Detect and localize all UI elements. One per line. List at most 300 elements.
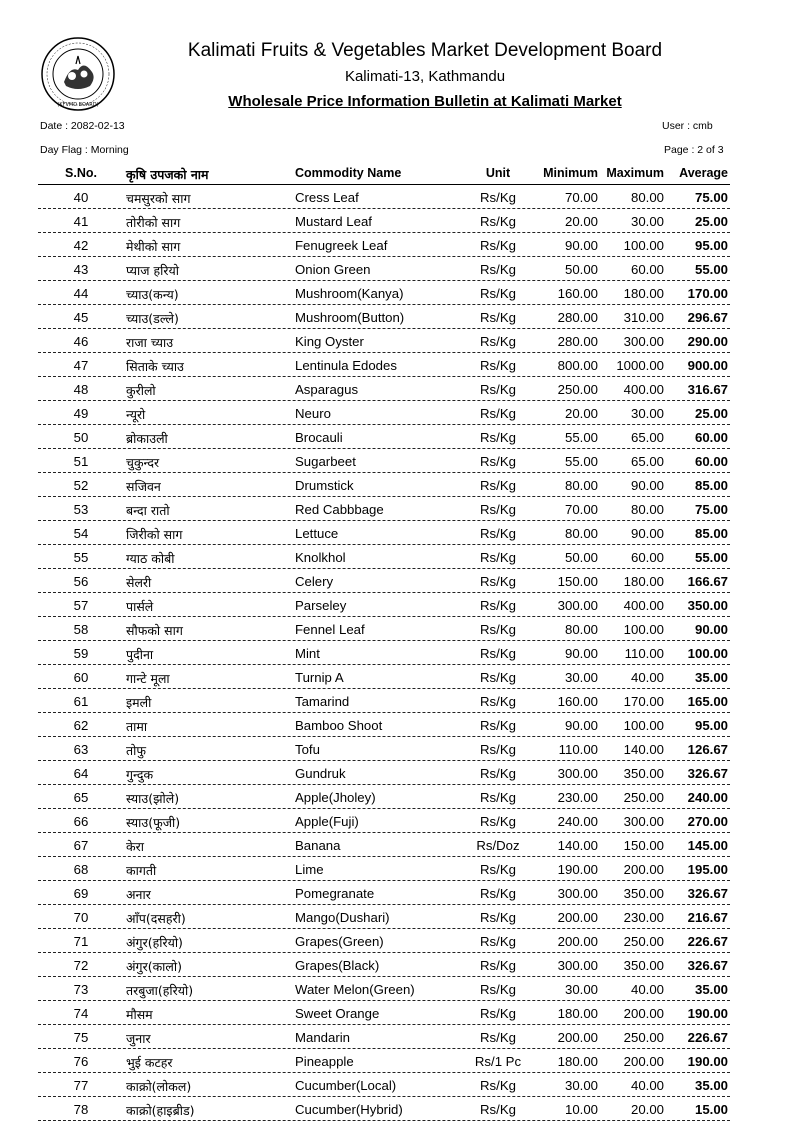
cell-unit: Rs/Kg <box>480 214 516 229</box>
cell-nepali-name: बन्दा रातो <box>126 503 170 518</box>
cell-unit: Rs/Kg <box>480 526 516 541</box>
cell-average: 85.00 <box>694 478 728 493</box>
cell-average: 60.00 <box>694 454 728 469</box>
cell-minimum: 55.00 <box>564 430 598 445</box>
cell-sno: 65 <box>73 790 89 805</box>
cell-commodity: Turnip A <box>295 670 344 685</box>
cell-maximum: 1000.00 <box>616 358 664 373</box>
cell-nepali-name: च्याउ(कन्य) <box>126 287 179 302</box>
table-row <box>38 233 730 257</box>
cell-unit: Rs/Kg <box>480 382 516 397</box>
cell-sno: 62 <box>73 718 89 733</box>
cell-average: 55.00 <box>694 550 728 565</box>
cell-minimum: 200.00 <box>557 910 598 925</box>
table-row <box>38 881 730 905</box>
cell-commodity: Mustard Leaf <box>295 214 372 229</box>
cell-unit: Rs/Kg <box>480 862 516 877</box>
cell-commodity: Tofu <box>295 742 320 757</box>
table-row <box>38 1049 730 1073</box>
cell-sno: 60 <box>73 670 89 685</box>
cell-average: 290.00 <box>687 334 728 349</box>
cell-sno: 61 <box>73 694 89 709</box>
cell-minimum: 90.00 <box>564 718 598 733</box>
cell-sno: 41 <box>73 214 89 229</box>
cell-sno: 42 <box>73 238 89 253</box>
cell-maximum: 310.00 <box>623 310 664 325</box>
cell-average: 35.00 <box>694 982 728 997</box>
cell-average: 95.00 <box>694 718 728 733</box>
cell-minimum: 150.00 <box>557 574 598 589</box>
cell-minimum: 250.00 <box>557 382 598 397</box>
bulletin-title: Wholesale Price Information Bulletin at Kalimati Market <box>228 93 622 110</box>
cell-unit: Rs/Kg <box>480 190 516 205</box>
cell-commodity: Cucumber(Local) <box>295 1078 397 1093</box>
cell-unit: Rs/1 Pc <box>474 1054 522 1069</box>
cell-commodity: Neuro <box>295 406 331 421</box>
cell-unit: Rs/Kg <box>480 406 516 421</box>
cell-minimum: 190.00 <box>557 862 598 877</box>
cell-unit: Rs/Kg <box>480 766 516 781</box>
cell-sno: 63 <box>73 742 89 757</box>
cell-sno: 73 <box>73 982 89 997</box>
cell-average: 326.67 <box>687 958 728 973</box>
board-title: Kalimati Fruits & Vegetables Market Development Board <box>187 40 663 61</box>
cell-unit: Rs/Kg <box>480 334 516 349</box>
cell-sno: 59 <box>73 646 89 661</box>
cell-average: 126.67 <box>687 742 728 757</box>
cell-maximum: 65.00 <box>630 454 664 469</box>
cell-sno: 74 <box>73 1006 89 1021</box>
cell-maximum: 40.00 <box>630 670 664 685</box>
cell-maximum: 110.00 <box>624 646 664 661</box>
table-row <box>38 473 730 497</box>
cell-unit: Rs/Kg <box>480 286 516 301</box>
cell-sno: 55 <box>73 550 89 565</box>
table-row <box>38 521 730 545</box>
cell-average: 35.00 <box>694 670 728 685</box>
cell-sno: 51 <box>73 454 89 469</box>
table-row <box>38 449 730 473</box>
cell-unit: Rs/Kg <box>480 982 516 997</box>
cell-maximum: 65.00 <box>630 430 664 445</box>
cell-commodity: Asparagus <box>295 382 359 397</box>
cell-commodity: Fenugreek Leaf <box>295 238 388 253</box>
cell-nepali-name: च्याउ(डल्ले) <box>126 311 179 326</box>
cell-minimum: 50.00 <box>564 262 598 277</box>
cell-maximum: 350.00 <box>623 958 664 973</box>
cell-sno: 68 <box>73 862 89 877</box>
day-flag: Day Flag : Morning <box>40 144 129 156</box>
cell-unit: Rs/Kg <box>480 574 516 589</box>
price-table <box>38 162 730 1121</box>
cell-average: 55.00 <box>694 262 728 277</box>
cell-maximum: 250.00 <box>623 1030 664 1045</box>
cell-maximum: 90.00 <box>630 526 664 541</box>
cell-unit: Rs/Kg <box>480 886 516 901</box>
table-row <box>38 401 730 425</box>
cell-average: 296.67 <box>687 310 728 325</box>
cell-unit: Rs/Kg <box>480 718 516 733</box>
cell-minimum: 20.00 <box>564 406 598 421</box>
cell-commodity: Fennel Leaf <box>295 622 365 637</box>
table-row <box>38 257 730 281</box>
cell-minimum: 70.00 <box>564 502 598 517</box>
cell-nepali-name: गान्टे मूला <box>126 671 170 686</box>
cell-nepali-name: कुरीलो <box>126 383 156 398</box>
col-minimum: Minimum <box>543 166 598 180</box>
cell-nepali-name: गुन्दुक <box>126 767 154 782</box>
cell-nepali-name: सजिवन <box>126 479 161 494</box>
cell-average: 25.00 <box>694 214 728 229</box>
cell-minimum: 200.00 <box>557 934 598 949</box>
cell-average: 195.00 <box>687 862 728 877</box>
cell-maximum: 180.00 <box>623 286 664 301</box>
cell-average: 190.00 <box>687 1054 728 1069</box>
table-row <box>38 833 730 857</box>
cell-minimum: 55.00 <box>564 454 598 469</box>
cell-nepali-name: तामा <box>126 719 148 734</box>
cell-average: 216.67 <box>687 910 728 925</box>
cell-commodity: Mango(Dushari) <box>295 910 390 925</box>
cell-sno: 48 <box>73 382 89 397</box>
cell-maximum: 150.00 <box>623 838 664 853</box>
table-row <box>38 713 730 737</box>
svg-text:(KFVMD BOARD): (KFVMD BOARD) <box>57 102 99 108</box>
cell-nepali-name: अनार <box>126 887 151 902</box>
board-logo <box>40 36 116 112</box>
cell-unit: Rs/Kg <box>480 646 516 661</box>
cell-unit: Rs/Kg <box>480 814 516 829</box>
table-row <box>38 929 730 953</box>
cell-unit: Rs/Kg <box>480 430 516 445</box>
cell-nepali-name: पार्सले <box>126 599 154 614</box>
cell-sno: 78 <box>73 1102 89 1117</box>
cell-commodity: Mandarin <box>295 1030 350 1045</box>
cell-commodity: Drumstick <box>295 478 354 493</box>
table-header <box>38 162 730 185</box>
cell-commodity: King Oyster <box>295 334 364 349</box>
cell-sno: 53 <box>73 502 89 517</box>
table-body <box>38 185 730 1121</box>
cell-unit: Rs/Kg <box>480 694 516 709</box>
cell-nepali-name: कागती <box>126 863 157 878</box>
cell-sno: 67 <box>73 838 89 853</box>
cell-commodity: Brocauli <box>295 430 343 445</box>
cell-commodity: Lettuce <box>295 526 339 541</box>
cell-commodity: Bamboo Shoot <box>295 718 383 733</box>
cell-sno: 50 <box>73 430 89 445</box>
cell-sno: 54 <box>73 526 89 541</box>
bulletin-user: User : cmb <box>662 120 713 132</box>
table-row <box>38 617 730 641</box>
cell-nepali-name: तोफु <box>126 743 147 758</box>
cell-maximum: 100.00 <box>623 238 664 253</box>
table-row <box>38 569 730 593</box>
cell-sno: 64 <box>73 766 89 781</box>
cell-maximum: 250.00 <box>623 790 664 805</box>
table-row <box>38 329 730 353</box>
cell-commodity: Banana <box>295 838 341 853</box>
cell-nepali-name: ग्याठ कोबी <box>126 551 175 566</box>
cell-nepali-name: सेलरी <box>126 575 152 590</box>
table-row <box>38 209 730 233</box>
cell-maximum: 80.00 <box>630 190 664 205</box>
cell-commodity: Apple(Jholey) <box>295 790 376 805</box>
cell-maximum: 180.00 <box>623 574 664 589</box>
cell-unit: Rs/Kg <box>480 598 516 613</box>
table-row <box>38 545 730 569</box>
cell-average: 60.00 <box>694 430 728 445</box>
cell-sno: 58 <box>73 622 89 637</box>
cell-commodity: Pomegranate <box>295 886 375 901</box>
cell-sno: 75 <box>73 1030 89 1045</box>
cell-sno: 72 <box>73 958 89 973</box>
cell-average: 240.00 <box>687 790 728 805</box>
cell-maximum: 200.00 <box>623 1054 664 1069</box>
cell-sno: 47 <box>73 358 89 373</box>
cell-unit: Rs/Kg <box>480 262 516 277</box>
cell-nepali-name: चमसुरको साग <box>126 191 191 206</box>
cell-sno: 70 <box>73 910 89 925</box>
cell-commodity: Knolkhol <box>295 550 346 565</box>
cell-commodity: Grapes(Green) <box>295 934 384 949</box>
cell-unit: Rs/Kg <box>480 478 516 493</box>
cell-maximum: 40.00 <box>630 1078 664 1093</box>
cell-average: 95.00 <box>694 238 728 253</box>
table-row <box>38 641 730 665</box>
cell-nepali-name: काक्रो(हाइब्रीड) <box>126 1103 195 1118</box>
cell-maximum: 30.00 <box>630 214 664 229</box>
cell-commodity: Grapes(Black) <box>295 958 380 973</box>
cell-sno: 56 <box>73 574 89 589</box>
cell-nepali-name: केरा <box>126 839 144 854</box>
cell-sno: 44 <box>73 286 89 301</box>
col-unit: Unit <box>485 166 511 180</box>
cell-average: 170.00 <box>687 286 728 301</box>
cell-maximum: 80.00 <box>630 502 664 517</box>
table-row <box>38 953 730 977</box>
cell-minimum: 300.00 <box>557 958 598 973</box>
cell-unit: Rs/Kg <box>480 1102 516 1117</box>
cell-average: 90.00 <box>694 622 728 637</box>
cell-nepali-name: काक्रो(लोकल) <box>126 1079 192 1094</box>
cell-unit: Rs/Kg <box>480 310 516 325</box>
table-row <box>38 1097 730 1121</box>
cell-commodity: Apple(Fuji) <box>295 814 359 829</box>
cell-commodity: Red Cabbbage <box>295 502 384 517</box>
cell-commodity: Gundruk <box>295 766 346 781</box>
cell-minimum: 800.00 <box>557 358 598 373</box>
cell-minimum: 160.00 <box>557 286 598 301</box>
cell-average: 316.67 <box>687 382 728 397</box>
cell-minimum: 240.00 <box>557 814 598 829</box>
cell-maximum: 200.00 <box>623 1006 664 1021</box>
cell-minimum: 30.00 <box>564 1078 598 1093</box>
cell-commodity: Water Melon(Green) <box>295 982 415 997</box>
cell-nepali-name: चुकुन्दर <box>126 455 160 470</box>
cell-average: 100.00 <box>687 646 728 661</box>
table-row <box>38 185 730 209</box>
cell-sno: 46 <box>73 334 89 349</box>
cell-minimum: 300.00 <box>557 598 598 613</box>
cell-average: 75.00 <box>694 190 728 205</box>
cell-average: 35.00 <box>694 1078 728 1093</box>
cell-sno: 49 <box>73 406 89 421</box>
cell-minimum: 180.00 <box>557 1054 598 1069</box>
cell-nepali-name: प्याज हरियो <box>126 263 179 278</box>
cell-average: 270.00 <box>687 814 728 829</box>
cell-nepali-name: राजा च्याउ <box>126 335 174 350</box>
cell-minimum: 180.00 <box>557 1006 598 1021</box>
table-row <box>38 593 730 617</box>
cell-unit: Rs/Kg <box>480 238 516 253</box>
cell-average: 85.00 <box>694 526 728 541</box>
cell-average: 326.67 <box>687 886 728 901</box>
table-row <box>38 689 730 713</box>
cell-nepali-name: पुदीना <box>126 647 154 662</box>
cell-maximum: 170.00 <box>623 694 664 709</box>
cell-nepali-name: सिताके च्याउ <box>126 359 184 374</box>
table-row <box>38 905 730 929</box>
cell-maximum: 200.00 <box>623 862 664 877</box>
table-row <box>38 665 730 689</box>
cell-commodity: Tamarind <box>295 694 350 709</box>
cell-nepali-name: आँप(दसहरी) <box>126 911 186 926</box>
cell-sno: 52 <box>73 478 89 493</box>
cell-unit: Rs/Kg <box>480 454 516 469</box>
cell-minimum: 90.00 <box>564 646 598 661</box>
cell-minimum: 140.00 <box>557 838 598 853</box>
cell-maximum: 20.00 <box>630 1102 664 1117</box>
cell-commodity: Mint <box>295 646 320 661</box>
col-average: Average <box>679 166 728 180</box>
cell-nepali-name: न्यूरो <box>126 407 146 422</box>
cell-nepali-name: भुई कटहर <box>126 1055 173 1070</box>
cell-average: 166.67 <box>687 574 728 589</box>
cell-unit: Rs/Kg <box>480 934 516 949</box>
cell-average: 165.00 <box>687 694 728 709</box>
cell-commodity: Cress Leaf <box>295 190 359 205</box>
cell-commodity: Sugarbeet <box>295 454 356 469</box>
cell-maximum: 60.00 <box>630 550 664 565</box>
cell-nepali-name: स्याउ(फूजी) <box>126 815 181 830</box>
cell-sno: 43 <box>73 262 89 277</box>
cell-minimum: 300.00 <box>557 886 598 901</box>
table-row <box>38 281 730 305</box>
cell-nepali-name: स्याउ(झोले) <box>126 791 180 806</box>
cell-minimum: 80.00 <box>564 526 598 541</box>
cell-sno: 57 <box>73 598 89 613</box>
cell-maximum: 350.00 <box>623 766 664 781</box>
cell-commodity: Mushroom(Button) <box>295 310 405 325</box>
cell-average: 25.00 <box>694 406 728 421</box>
table-row <box>38 1073 730 1097</box>
cell-average: 326.67 <box>687 766 728 781</box>
cell-average: 900.00 <box>687 358 728 373</box>
cell-sno: 76 <box>73 1054 89 1069</box>
cell-maximum: 30.00 <box>630 406 664 421</box>
table-row <box>38 977 730 1001</box>
table-row <box>38 761 730 785</box>
cell-minimum: 10.00 <box>564 1102 598 1117</box>
cell-minimum: 80.00 <box>564 622 598 637</box>
cell-unit: Rs/Doz <box>476 838 520 853</box>
cell-unit: Rs/Kg <box>480 550 516 565</box>
cell-minimum: 80.00 <box>564 478 598 493</box>
col-commodity: Commodity Name <box>295 166 402 180</box>
cell-average: 15.00 <box>694 1102 728 1117</box>
cell-commodity: Sweet Orange <box>295 1006 380 1021</box>
cell-sno: 77 <box>73 1078 89 1093</box>
cell-minimum: 160.00 <box>557 694 598 709</box>
cell-unit: Rs/Kg <box>480 1006 516 1021</box>
cell-sno: 40 <box>73 190 89 205</box>
cell-commodity: Mushroom(Kanya) <box>295 286 404 301</box>
table-row <box>38 785 730 809</box>
cell-nepali-name: ब्रोकाउली <box>126 431 168 446</box>
cell-minimum: 200.00 <box>557 1030 598 1045</box>
col-sno: S.No. <box>65 166 97 180</box>
col-maximum: Maximum <box>606 166 664 180</box>
cell-unit: Rs/Kg <box>480 790 516 805</box>
cell-unit: Rs/Kg <box>480 358 516 373</box>
cell-maximum: 300.00 <box>623 814 664 829</box>
cell-maximum: 90.00 <box>630 478 664 493</box>
table-row <box>38 737 730 761</box>
board-address: Kalimati-13, Kathmandu <box>344 68 506 85</box>
cell-nepali-name: अंगुर(कालो) <box>126 959 183 974</box>
cell-nepali-name: मौसम <box>126 1007 153 1022</box>
cell-nepali-name: सौफको साग <box>126 623 183 638</box>
cell-maximum: 140.00 <box>623 742 664 757</box>
cell-sno: 69 <box>73 886 89 901</box>
table-row <box>38 305 730 329</box>
cell-minimum: 20.00 <box>564 214 598 229</box>
cell-nepali-name: तरबुजा(हरियो) <box>126 983 194 998</box>
cell-nepali-name: जुनार <box>126 1031 151 1046</box>
cell-maximum: 100.00 <box>623 718 664 733</box>
cell-minimum: 300.00 <box>557 766 598 781</box>
cell-average: 145.00 <box>687 838 728 853</box>
cell-nepali-name: जिरीको साग <box>126 527 183 542</box>
cell-commodity: Lime <box>295 862 324 877</box>
table-row <box>38 377 730 401</box>
cell-commodity: Cucumber(Hybrid) <box>295 1102 403 1117</box>
table-row <box>38 353 730 377</box>
cell-unit: Rs/Kg <box>480 1030 516 1045</box>
cell-sno: 71 <box>73 934 89 949</box>
cell-sno: 45 <box>73 310 89 325</box>
cell-nepali-name: इमली <box>126 695 152 710</box>
cell-average: 226.67 <box>687 934 728 949</box>
cell-minimum: 70.00 <box>564 190 598 205</box>
cell-nepali-name: अंगुर(हरियो) <box>126 935 183 950</box>
cell-commodity: Pineapple <box>295 1054 354 1069</box>
bulletin-date: Date : 2082-02-13 <box>40 120 125 132</box>
cell-maximum: 400.00 <box>623 382 664 397</box>
cell-minimum: 280.00 <box>557 310 598 325</box>
cell-commodity: Lentinula Edodes <box>295 358 397 373</box>
cell-nepali-name: तोरीको साग <box>126 215 181 230</box>
cell-commodity: Celery <box>295 574 334 589</box>
cell-maximum: 100.00 <box>623 622 664 637</box>
cell-unit: Rs/Kg <box>480 742 516 757</box>
cell-minimum: 280.00 <box>557 334 598 349</box>
cell-average: 226.67 <box>687 1030 728 1045</box>
table-row <box>38 857 730 881</box>
cell-maximum: 400.00 <box>623 598 664 613</box>
cell-nepali-name: मेथीको साग <box>126 239 181 254</box>
